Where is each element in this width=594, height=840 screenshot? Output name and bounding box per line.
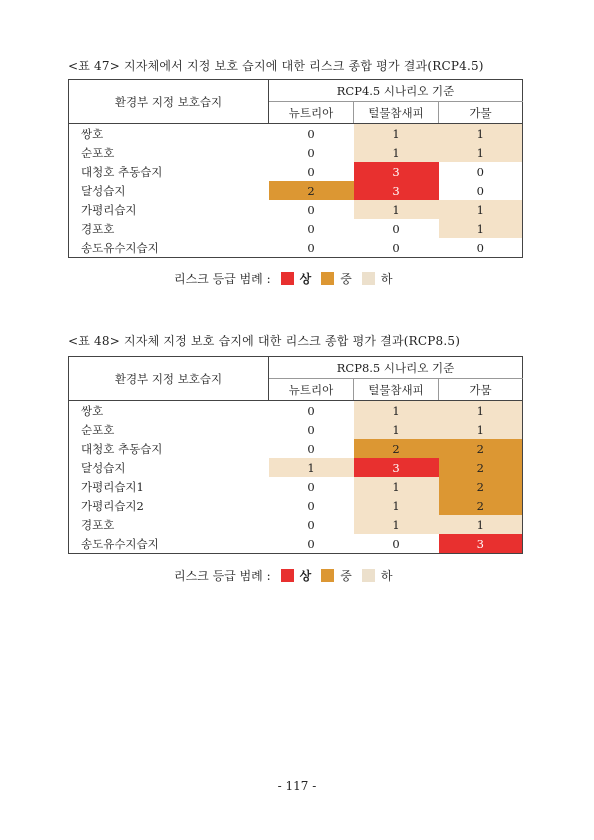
risk-table-rcp85 <box>68 356 523 554</box>
species-header: 털물참새피 <box>354 379 439 401</box>
wetland-name: 달성습지 <box>69 458 269 477</box>
table-row <box>69 162 523 181</box>
risk-cell: 1 <box>439 420 523 439</box>
wetland-name: 송도유수지습지 <box>69 534 269 554</box>
risk-cell: 2 <box>439 496 523 515</box>
page-number: - 117 - <box>277 779 317 793</box>
wetland-name: 가평리습지1 <box>69 477 269 496</box>
risk-table-rcp45 <box>68 79 523 258</box>
risk-cell: 0 <box>307 498 315 513</box>
risk-cell: 0 <box>307 202 315 217</box>
legend-high-swatch <box>281 569 294 582</box>
risk-cell: 0 <box>307 403 315 418</box>
risk-cell: 1 <box>439 515 523 534</box>
risk-cell: 2 <box>439 458 523 477</box>
risk-cell: 0 <box>307 164 315 179</box>
risk-cell: 0 <box>354 534 439 554</box>
table-row <box>69 477 523 496</box>
wetland-name: 가평리습지2 <box>69 496 269 515</box>
species-header: 뉴트리아 <box>269 102 354 124</box>
risk-cell: 1 <box>354 124 439 144</box>
risk-cell: 1 <box>439 124 523 144</box>
risk-cell: 1 <box>354 401 439 421</box>
risk-cell: 2 <box>269 181 354 200</box>
table-row <box>69 219 523 238</box>
legend-high-label: 상 <box>299 272 312 286</box>
risk-cell: 1 <box>269 458 354 477</box>
table-row <box>69 181 523 200</box>
risk-cell: 1 <box>354 496 439 515</box>
table-48-caption: <표 48> 지자체 지정 보호 습지에 대한 리스크 종합 평가 결과(RCP8.5) <box>68 334 461 348</box>
risk-cell: 0 <box>392 221 400 236</box>
species-header: 뉴트리아 <box>269 379 354 401</box>
table-row <box>69 439 523 458</box>
wetland-name: 달성습지 <box>69 181 269 200</box>
table-row <box>69 143 523 162</box>
table-row <box>69 401 523 421</box>
wetland-name: 경포호 <box>69 219 269 238</box>
wetland-name: 가평리습지 <box>69 200 269 219</box>
species-header: 가물 <box>439 102 523 124</box>
risk-cell: 0 <box>307 422 315 437</box>
risk-cell: 1 <box>439 143 523 162</box>
wetland-name: 쌍호 <box>69 124 269 144</box>
risk-cell: 3 <box>354 181 439 200</box>
corner-header: 환경부 지정 보호습지 <box>69 357 269 401</box>
wetland-name: 순포호 <box>69 143 269 162</box>
corner-header: 환경부 지정 보호습지 <box>69 80 269 124</box>
legend-low-swatch <box>362 569 375 582</box>
risk-cell: 0 <box>439 162 523 181</box>
risk-cell: 0 <box>307 441 315 456</box>
risk-cell: 0 <box>307 126 315 141</box>
table-row <box>69 534 523 554</box>
risk-cell: 3 <box>439 534 523 554</box>
wetland-name: 쌍호 <box>69 401 269 421</box>
legend-low-label: 하 <box>380 569 393 583</box>
legend-high-swatch <box>281 272 294 285</box>
risk-cell: 3 <box>354 458 439 477</box>
table-row <box>69 496 523 515</box>
table-row <box>69 458 523 477</box>
table-row <box>69 200 523 219</box>
scenario-header: RCP8.5 시나리오 기준 <box>269 357 523 379</box>
risk-cell: 0 <box>354 238 439 258</box>
risk-cell: 0 <box>307 479 315 494</box>
legend-label: 리스크 등급 범례 : <box>174 569 271 583</box>
risk-cell: 2 <box>439 439 523 458</box>
table-47-caption: <표 47> 지자체에서 지정 보호 습지에 대한 리스크 종합 평가 결과(RCP4.5) <box>68 59 484 73</box>
risk-cell: 2 <box>439 477 523 496</box>
risk-cell: 0 <box>307 517 315 532</box>
risk-cell: 2 <box>354 439 439 458</box>
risk-legend <box>174 270 392 287</box>
risk-cell: 1 <box>354 143 439 162</box>
legend-high-label: 상 <box>299 569 312 583</box>
risk-cell: 1 <box>354 477 439 496</box>
legend-low-label: 하 <box>380 272 393 286</box>
wetland-name: 순포호 <box>69 420 269 439</box>
scenario-header: RCP4.5 시나리오 기준 <box>269 80 523 102</box>
legend-mid-label: 중 <box>340 272 352 286</box>
legend-label: 리스크 등급 범례 : <box>174 272 271 286</box>
risk-cell: 1 <box>354 200 439 219</box>
risk-cell: 1 <box>439 200 523 219</box>
species-header: 털물참새피 <box>354 102 439 124</box>
risk-cell: 1 <box>354 420 439 439</box>
legend-mid-swatch <box>321 272 334 285</box>
legend-mid-swatch <box>321 569 334 582</box>
risk-cell: 0 <box>307 145 315 160</box>
risk-cell: 1 <box>354 515 439 534</box>
risk-cell: 3 <box>354 162 439 181</box>
risk-legend <box>174 567 392 584</box>
wetland-name: 대청호 추동습지 <box>69 439 269 458</box>
risk-cell: 0 <box>269 534 354 554</box>
risk-cell: 0 <box>307 221 315 236</box>
risk-cell: 1 <box>439 219 523 238</box>
risk-cell: 0 <box>269 238 354 258</box>
legend-mid-label: 중 <box>340 569 352 583</box>
legend-low-swatch <box>362 272 375 285</box>
table-row <box>69 124 523 144</box>
table-row <box>69 420 523 439</box>
risk-cell: 0 <box>439 181 523 200</box>
risk-cell: 0 <box>439 238 523 258</box>
risk-cell: 1 <box>439 401 523 421</box>
table-row <box>69 238 523 258</box>
species-header: 가뭄 <box>439 379 523 401</box>
table-row <box>69 515 523 534</box>
wetland-name: 송도유수지습지 <box>69 238 269 258</box>
wetland-name: 경포호 <box>69 515 269 534</box>
wetland-name: 대청호 추동습지 <box>69 162 269 181</box>
